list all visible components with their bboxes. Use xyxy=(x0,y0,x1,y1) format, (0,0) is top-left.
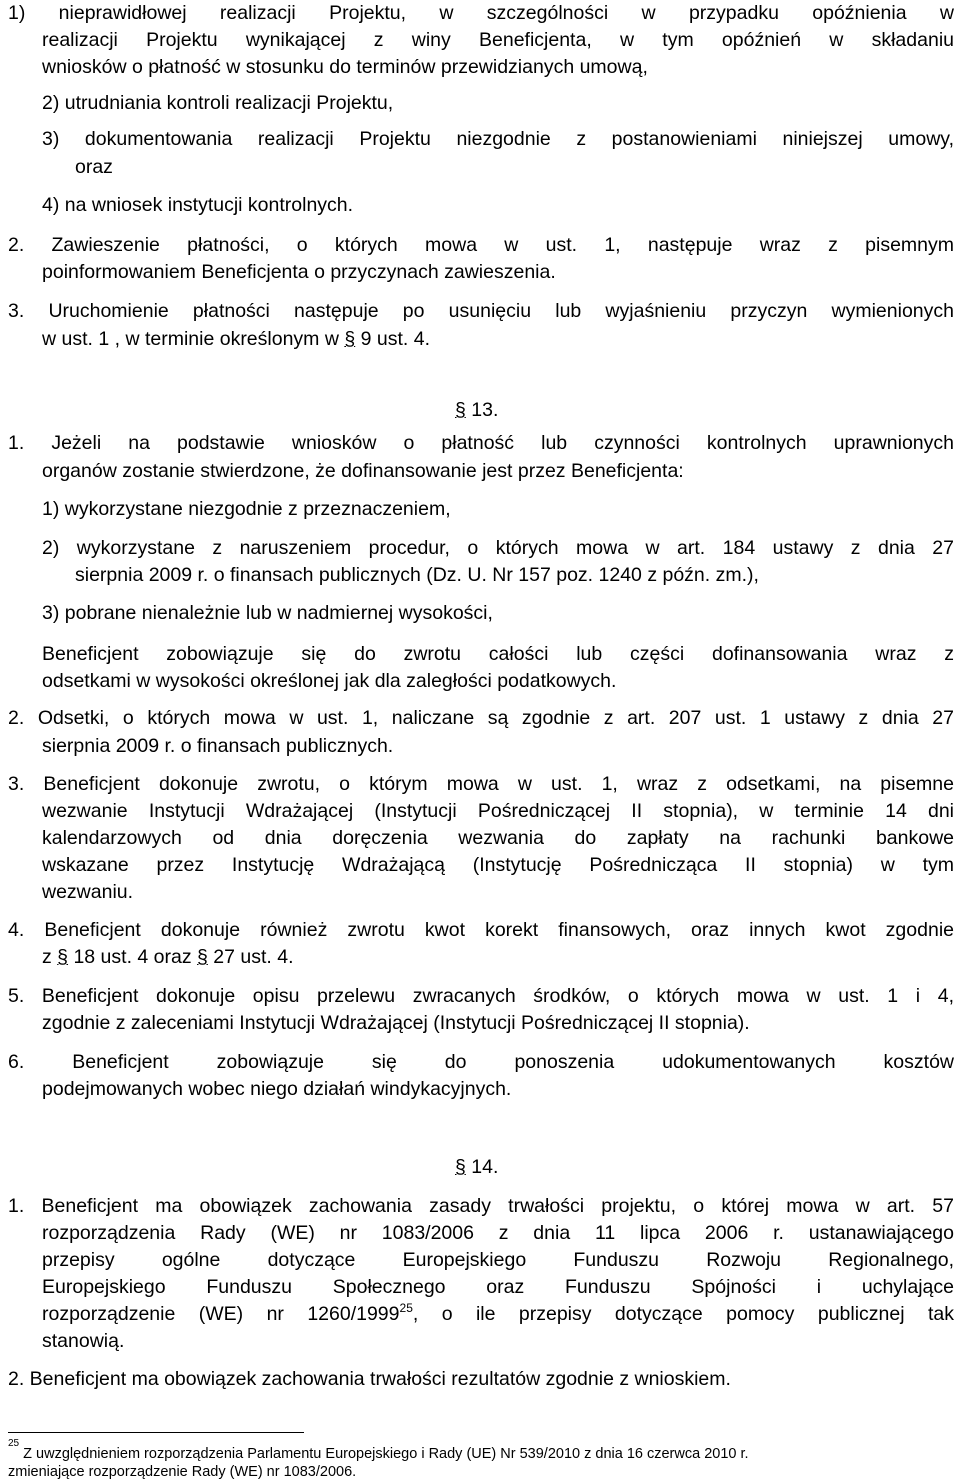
footnote-reference[interactable]: 25 xyxy=(399,1301,413,1315)
footnote: zmieniające rozporządzenie Rady (WE) nr 1083/2006. xyxy=(8,1464,357,1480)
paragraph-line: realizacji Projektu wynikającej z winy Beneficjenta, w tym opóźnień w składaniu xyxy=(42,29,954,51)
section-heading: § 13. xyxy=(455,399,499,421)
paragraph-line: 1. Beneficjent ma obowiązek zachowania zasady trwałości projektu, o której mowa w art. 57 xyxy=(8,1195,954,1217)
section-symbol: § xyxy=(455,399,466,421)
list-item: 3) dokumentowania realizacji Projektu niezgodnie z postanowieniami niniejszej umowy, xyxy=(42,128,954,150)
list-item: 3) pobrane nienależnie lub w nadmiernej wysokości, xyxy=(42,602,493,624)
paragraph-line: z § 18 ust. 4 oraz § 27 ust. 4. xyxy=(42,946,294,968)
paragraph-line: stanowią. xyxy=(42,1330,125,1352)
section-symbol: § xyxy=(455,1156,466,1178)
paragraph-line: 3. Uruchomienie płatności następuje po usunięciu lub wyjaśnieniu przyczyn wymienionych xyxy=(8,300,954,322)
paragraph-line: Beneficjent zobowiązuje się do zwrotu całości lub części dofinansowania wraz z xyxy=(42,643,954,665)
section-symbol: § xyxy=(344,328,356,350)
footnote: $^{25}$ Z uwzględnieniem rozporządzenia Parlamentu Europejskiego i Rady (UE) Nr 539/2010 z dnia 16 czerwca 2010 r. xyxy=(8,1438,749,1462)
paragraph-line: przepisy ogólne dotyczące Europejskiego Funduszu Rozwoju Regionalnego, xyxy=(42,1249,954,1271)
paragraph-line: wniosków o płatność w stosunku do terminów przewidzianych umową, xyxy=(42,56,648,78)
paragraph-line: 4. Beneficjent dokonuje również zwrotu kwot korekt finansowych, oraz innych kwot zgodnie xyxy=(8,919,954,941)
paragraph-line: odsetkami w wysokości określonej jak dla zaległości podatkowych. xyxy=(42,670,617,692)
paragraph-line: Europejskiego Funduszu Społecznego oraz Funduszu Spójności i uchylające xyxy=(42,1276,954,1298)
list-item: 2) utrudniania kontroli realizacji Projektu, xyxy=(42,92,394,114)
paragraph-line: 1) nieprawidłowej realizacji Projektu, w szczególności w przypadku opóźnienia w xyxy=(8,2,954,24)
list-item: 2) wykorzystane z naruszeniem procedur, o których mowa w art. 184 ustawy z dnia 27 xyxy=(42,537,954,559)
paragraph-line: wezwanie Instytucji Wdrażającej (Instytucji Pośredniczącej II stopnia), w terminie 14 dni xyxy=(42,800,954,822)
footnote-number: 25 xyxy=(8,1438,20,1449)
paragraph-line: 2. Beneficjent ma obowiązek zachowania trwałości rezultatów zgodnie z wnioskiem. xyxy=(8,1368,731,1390)
paragraph-line: 1. Jeżeli na podstawie wniosków o płatność lub czynności kontrolnych uprawnionych xyxy=(8,432,954,454)
list-item: 4) na wniosek instytucji kontrolnych. xyxy=(42,194,354,216)
section-heading: § 14. xyxy=(455,1156,499,1178)
paragraph-line: wezwaniu. xyxy=(42,881,134,903)
paragraph-line: 5. Beneficjent dokonuje opisu przelewu zwracanych środków, o których mowa w ust. 1 i 4, xyxy=(8,985,954,1007)
paragraph-line: poinformowaniem Beneficjenta o przyczynach zawieszenia. xyxy=(42,261,556,283)
footnote-separator xyxy=(8,1432,304,1433)
section-symbol: § xyxy=(57,946,69,968)
paragraph-line: w ust. 1 , w terminie określonym w § 9 ust. 4. xyxy=(42,328,430,350)
paragraph-line: sierpnia 2009 r. o finansach publicznych (Dz. U. Nr 157 poz. 1240 z późn. zm.), xyxy=(75,564,759,586)
paragraph-line: zgodnie z zaleceniami Instytucji Wdrażającej (Instytucji Pośredniczącej II stopnia). xyxy=(42,1012,750,1034)
paragraph-line: rozporządzenia Rady (WE) nr 1083/2006 z dnia 11 lipca 2006 r. ustanawiającego xyxy=(42,1222,954,1244)
paragraph-line: 2. Zawieszenie płatności, o których mowa w ust. 1, następuje wraz z pisemnym xyxy=(8,234,954,256)
paragraph-line: kalendarzowych od dnia doręczenia wezwania do zapłaty na rachunki bankowe xyxy=(42,827,954,849)
paragraph-line: 3. Beneficjent dokonuje zwrotu, o którym mowa w ust. 1, wraz z odsetkami, na pisemne xyxy=(8,773,954,795)
paragraph-line: 6. Beneficjent zobowiązuje się do ponoszenia udokumentowanych kosztów xyxy=(8,1051,954,1073)
paragraph-line: oraz xyxy=(75,156,113,178)
paragraph-line: organów zostanie stwierdzone, że dofinansowanie jest przez Beneficjenta: xyxy=(42,460,684,482)
paragraph-line: 2. Odsetki, o których mowa w ust. 1, naliczane są zgodnie z art. 207 ust. 1 ustawy z dnia 27 xyxy=(8,707,954,729)
section-symbol: § xyxy=(197,946,208,968)
paragraph-line: podejmowanych wobec niego działań windykacyjnych. xyxy=(42,1078,512,1100)
paragraph-line: rozporządzenie (WE) nr 1260/1999$^{25}$, o ile przepisy dotyczące pomocy publicznej tak xyxy=(42,1301,955,1325)
paragraph-line: wskazane przez Instytucję Wdrażającą (Instytucję Pośrednicząca II stopnia) w tym xyxy=(42,854,954,876)
list-item: 1) wykorzystane niezgodnie z przeznaczeniem, xyxy=(42,498,451,520)
paragraph-line: sierpnia 2009 r. o finansach publicznych. xyxy=(42,735,394,757)
